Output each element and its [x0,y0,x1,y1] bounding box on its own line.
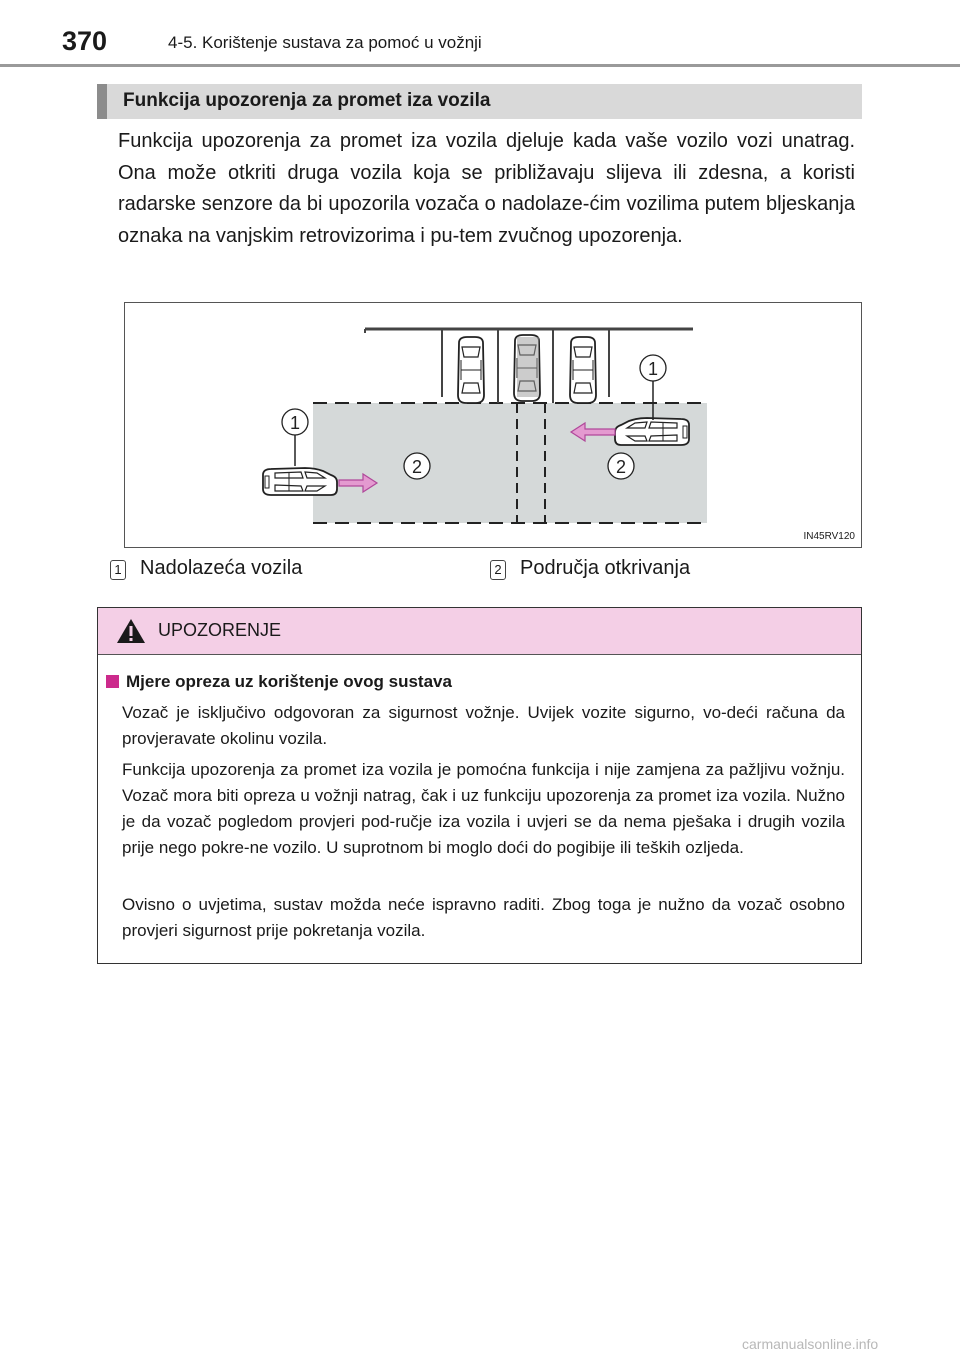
parked-car-right [570,337,596,403]
callout-1-right: 1 [647,359,659,379]
legend-label: Nadolazeća vozila [140,557,303,579]
callout-2-right: 2 [615,457,627,477]
legend-label: Područja otkrivanja [520,557,691,579]
warning-subheading [106,672,452,692]
intro-paragraph: Funkcija upozorenja za promet iza vozila djeluje kada vaše vozilo vozi unatrag. Ona može otkriti druga vozila koja se približavaju slijeva ili zdesna, a koristi radarske senzore da bi upozorila vozača o nadolaze-ćim vozilima putem bljeskanja oznaka na vanjskim retrovizorima i pu-tem zvučnog upozorenja. [118,130,855,247]
warning-subheading-text: Mjere opreza uz korištenje ovog sustava [126,672,452,691]
page-number: 370 [62,26,108,56]
warning-paragraph: Vozač je isključivo odgovoran za sigurnost vožnje. Uvijek vozite sigurno, vo-deći računa da provjeravate okolinu vozila. [122,703,845,748]
section-title: Funkcija upozorenja za promet iza vozila [123,90,491,111]
approaching-car-right [615,418,689,445]
warning-triangle-icon [116,618,146,644]
parked-car-left [458,337,484,403]
warning-title: UPOZORENJE [158,620,282,640]
square-bullet-icon [106,675,119,688]
callout-2-left: 2 [411,457,423,477]
callout-1-left: 1 [289,413,301,433]
rcta-diagram [124,302,862,548]
legend-badge: 2 [490,560,506,580]
parking-diagram-svg [125,303,861,547]
approaching-car-left [263,468,337,495]
watermark: carmanualsonline.info [742,1336,879,1352]
figure-code: IN45RV120 [803,531,855,542]
chapter-title: 4-5. Korištenje sustava za pomoć u vožnji [168,33,482,52]
warning-paragraph: Funkcija upozorenja za promet iza vozila je pomoćna funkcija i nije zamjena za pažljivu vožnju. Vozač mora biti opreza u vožnji natrag, čak i uz funkciju upozorenja za promet iza vozila. Nužno je da vozač pogledom provjeri pod-ručje iza vozila i uvjeri se da nema pješaka i drugih vozila prije nego pokre-ne vozilo. U suprotnom bi moglo doći do pogibije ili teških ozljeda. [122,760,845,857]
warning-header [98,608,861,655]
header-divider [0,64,960,67]
warning-paragraph: Ovisno o uvjetima, sustav možda neće ispravno raditi. Zbog toga je nužno da vozač osobno provjeri sigurnost prije pokretanja vozila. [122,895,845,940]
warning-box [97,607,862,964]
section-heading-bar [97,84,862,119]
legend-badge: 1 [110,560,126,580]
